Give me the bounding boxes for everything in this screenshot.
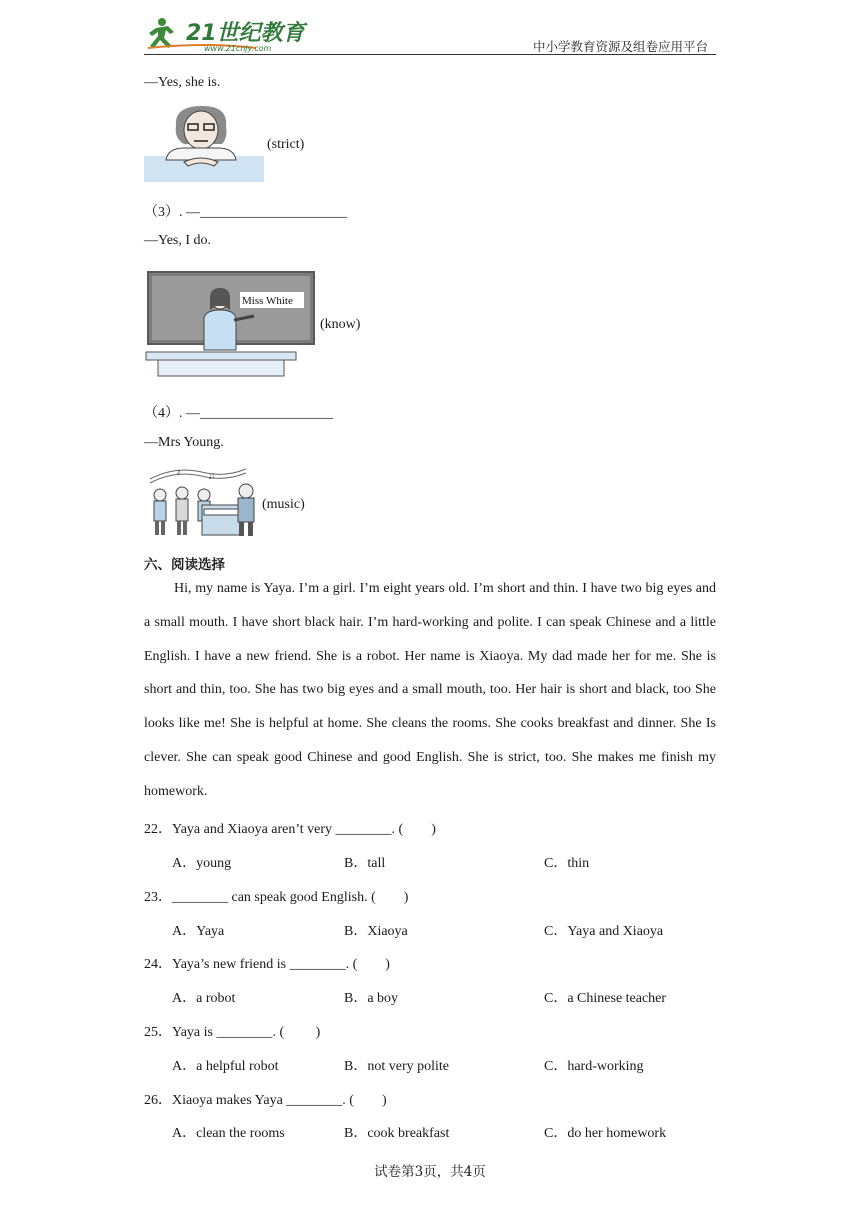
logo-text: 21世纪教育 <box>186 21 305 46</box>
option-25-c[interactable]: C．hard-working <box>544 1059 644 1074</box>
option-22-c[interactable]: C．thin <box>544 856 590 871</box>
header-divider <box>144 54 716 55</box>
header-platform-text: 中小学教育资源及组卷应用平台 <box>532 39 708 54</box>
music-class-image <box>146 465 258 541</box>
board-name-text: Miss White <box>242 295 293 307</box>
q3-answer: —Yes, I do. <box>144 233 212 248</box>
q4-answer: —Mrs Young. <box>144 435 224 450</box>
q2-hint: (strict) <box>267 137 305 152</box>
question-22: 22．Yaya and Xiaoya aren’t very ________. ( ) <box>144 822 436 837</box>
option-26-a[interactable]: A．clean the rooms <box>172 1126 285 1141</box>
section-title: 六、阅读选择 <box>144 557 225 573</box>
question-24: 24．Yaya’s new friend is ________. ( ) <box>144 957 390 972</box>
option-26-c[interactable]: C．do her homework <box>544 1126 667 1141</box>
option-23-a[interactable]: A．Yaya <box>172 924 225 939</box>
option-26-b[interactable]: B．cook breakfast <box>344 1126 450 1141</box>
question-26: 26．Xiaoya makes Yaya ________. ( ) <box>144 1093 387 1108</box>
option-23-b[interactable]: B．Xiaoya <box>344 924 408 939</box>
q2-answer: —Yes, she is. <box>144 75 221 90</box>
q4-label: （4）. —___________________ <box>144 406 333 421</box>
logo-url: www.21cnjy.com <box>204 44 272 53</box>
strict-teacher-image <box>144 104 264 182</box>
option-24-a[interactable]: A．a robot <box>172 991 236 1006</box>
q4-hint: (music) <box>262 497 305 512</box>
question-25: 25．Yaya is ________. ( ) <box>144 1025 321 1040</box>
reading-passage: Hi, my name is Yaya. I’m a girl. I’m eight years old. I’m short and thin. I have two big eyes and a small mouth. I have short black hair. I’m hard-working and polite. I can speak Chinese and a little English. I have a new friend. She is a robot. Her name is Xiaoya. My dad made her for me. She is short and thin, too. She has two big eyes and a small mouth, too. Her hair is short and black, too She looks like me! She is helpful at home. She cleans the rooms. She cooks breakfast and dinner. She Is clever. She can speak good Chinese and good English. She is strict, too. She makes me finish my homework. <box>144 581 716 799</box>
page-footer: 试卷第3页，共4页 <box>374 1164 486 1180</box>
option-25-b[interactable]: B．not very polite <box>344 1059 449 1074</box>
site-logo <box>146 14 316 54</box>
option-24-b[interactable]: B．a boy <box>344 991 399 1006</box>
question-23: 23．________ can speak good English. ( ) <box>144 890 409 905</box>
option-25-a[interactable]: A．a helpful robot <box>172 1059 279 1074</box>
svg-text:♫: ♫ <box>208 471 216 482</box>
teacher-at-blackboard-image <box>144 270 316 378</box>
q3-label: （3）. —_____________________ <box>144 205 347 220</box>
option-22-b[interactable]: B．tall <box>344 856 386 871</box>
option-23-c[interactable]: C．Yaya and Xiaoya <box>544 924 664 939</box>
q3-hint: (know) <box>320 317 361 332</box>
option-22-a[interactable]: A．young <box>172 856 232 871</box>
option-24-c[interactable]: C．a Chinese teacher <box>544 991 667 1006</box>
svg-text:♪: ♪ <box>176 467 181 478</box>
